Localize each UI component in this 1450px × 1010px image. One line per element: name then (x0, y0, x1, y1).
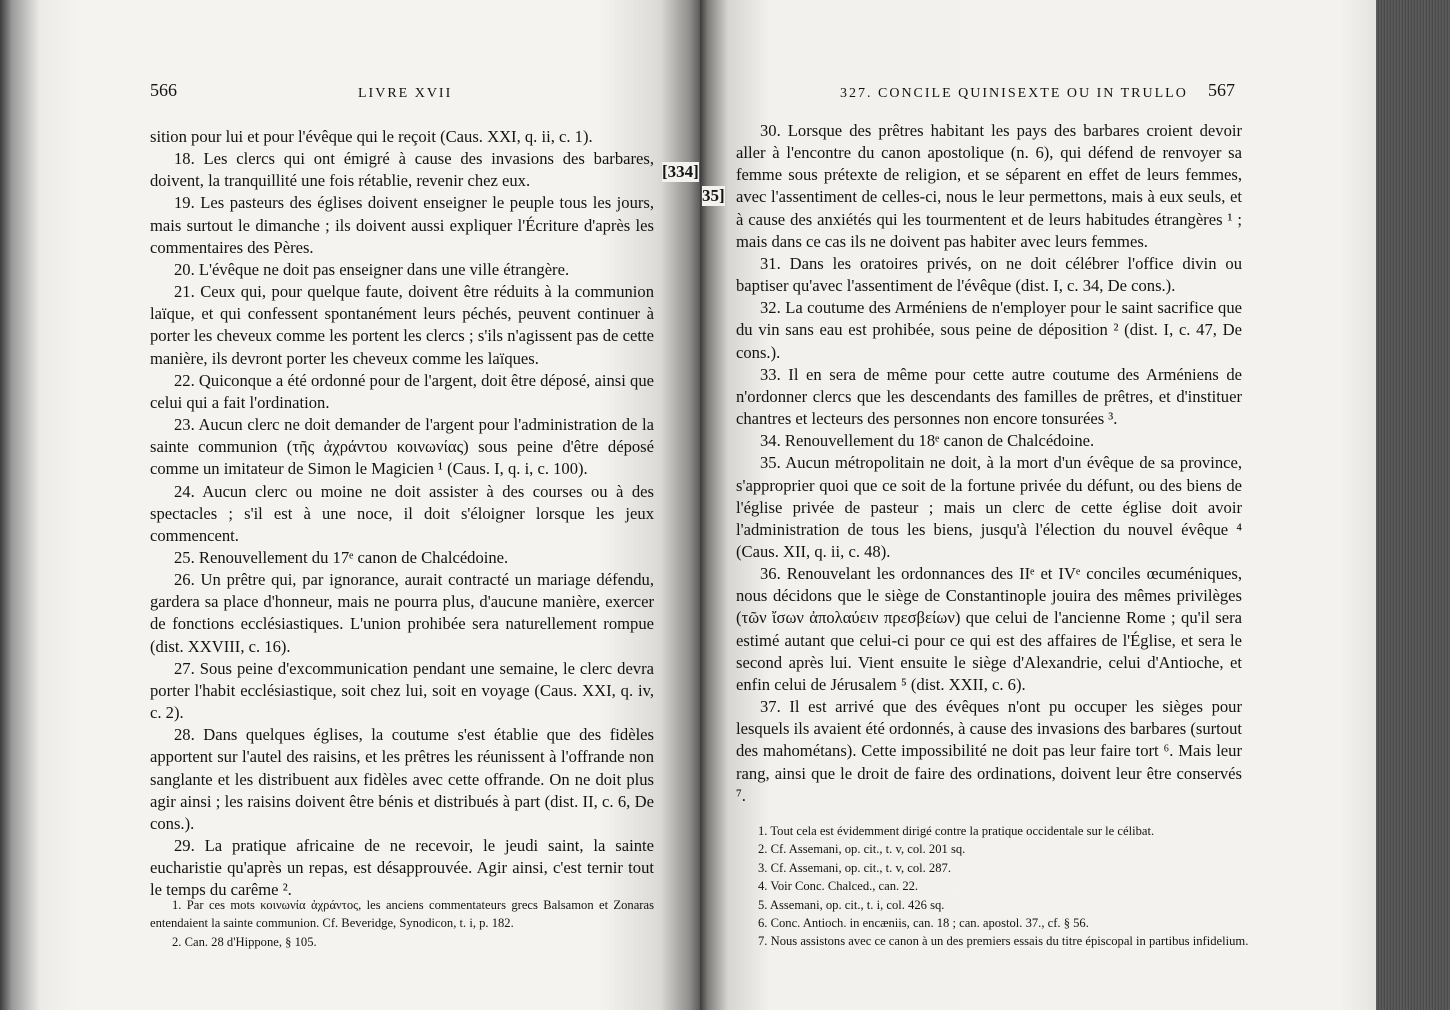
paragraph: 28. Dans quelques églises, la coutume s'est établie que des fidèles apportent sur l'autel des raisins, et les prêtres les réunissent à l'offrande non sanglante et les distribuent aux fidèles avec cette offrande. On ne doit plus agir ainsi ; les raisins doivent être bénis et distribués à part (dist. II, c. 6, De cons.). (150, 725, 654, 833)
paragraph: 22. Quiconque a été ordonné pour de l'argent, doit être déposé, ainsi que celui qui a fait l'ordination. (150, 370, 654, 412)
footnote: 6. Conc. Antioch. in encæniis, can. 18 ; can. apostol. 37., cf. § 56. (758, 916, 1089, 931)
paragraph: 18. Les clercs qui ont émigré à cause des invasions des barbares, doivent, la tranquillité une fois rétablie, revenir chez eux. (150, 149, 654, 191)
paragraph: 32. La coutume des Arméniens de n'employer pour le saint sacrifice que du vin sans eau est prohibée, sous peine de déposition ² (dist. I, c. 47, De cons.). (736, 298, 1242, 362)
margin-reference: 35] (702, 186, 725, 205)
paragraph: 35. Aucun métropolitain ne doit, à la mort d'un évêque de sa province, s'approprier quoi que ce soit de la fortune privée du défunt, ou des biens de l'église privée de pasteur ; mais un clerc de cette église doit avoir l'administration de tous les biens, jusqu'à l'élection du nouvel évêque ⁴ (Caus. XII, q. ii, c. 48). (736, 453, 1242, 561)
main-text (150, 126, 654, 901)
footnotes (150, 896, 654, 951)
left-page (0, 0, 700, 1010)
paragraph: 27. Sous peine d'excommunication pendant une semaine, le clerc devra porter l'habit ecclésiastique, soit chez lui, soit en voyage (Caus. XXI, q. iv, c. 2). (150, 658, 654, 723)
paragraph: 29. La pratique africaine de ne recevoir, le jeudi saint, la sainte eucharistie qu'après un repas, est désapprouvée. Agir ainsi, c'est ternir tout le temps du carême ². (150, 836, 654, 900)
paragraph: 26. Un prêtre qui, par ignorance, aurait contracté un mariage défendu, gardera sa place d'honneur, mais ne pourra plus, d'aucune manière, exercer de fonctions ecclésiastiques. L'union prohibée sera naturellement rompue (dist. XXVIII, c. 16). (150, 570, 654, 656)
paragraph: 19. Les pasteurs des églises doivent enseigner le peuple tous les jours, mais surtout le dimanche ; ils doivent aussi expliquer l'Écriture d'après les commentaires des Pères. (150, 193, 654, 257)
paragraph: 21. Ceux qui, pour quelque faute, doivent être réduits à la communion laïque, et qui confessent spontanément leurs péchés, peuvent continuer à porter les cheveux comme les portent les clercs ; s'ils n'agissent pas de cette manière, ils devront porter les cheveux comme les laïques. (150, 282, 654, 368)
right-page (700, 0, 1376, 1010)
paragraph: 30. Lorsque des prêtres habitant les pays des barbares croient devoir aller à l'encontre du canon apostolique (n. 6), qui défend de renvoyer sa femme sous prétexte de religion, et se séparent en effet de leurs femmes, avec l'assentiment de celles-ci, nous le leur permettons, mais à eux seuls, et à cause des anxiétés qui les tourmentent et de leurs habitudes étrangères ¹ ; mais dans ce cas ils ne doivent pas habiter avec leurs femmes. (736, 121, 1242, 251)
paragraph: 24. Aucun clerc ou moine ne doit assister à des courses ou à des spectacles ; s'il est à une noce, il doit s'éloigner lorsque les jeux commencent. (150, 481, 654, 545)
paragraph: 25. Renouvellement du 17ᵉ canon de Chalcédoine. (174, 547, 509, 567)
footnote: 7. Nous assistons avec ce canon à un des premiers essais du titre épiscopal in partibus infidelium. (758, 934, 1249, 949)
paragraph: sition pour lui et pour l'évêque qui le reçoit (Caus. XXI, q. ii, c. 1). (150, 127, 593, 146)
footnotes (736, 822, 1256, 951)
footnote: 5. Assemani, op. cit., t. i, col. 426 sq. (758, 897, 945, 912)
paragraph: 31. Dans les oratoires privés, on ne doit célébrer l'office divin ou baptiser qu'avec l'assentiment de l'évêque (dist. I, c. 34, De cons.). (736, 253, 1242, 296)
paragraph: 36. Renouvelant les ordonnances des IIᵉ et IVᵉ conciles œcuméniques, nous décidons que le siège de Constantinople jouira des mêmes privilèges (τῶν ἴσων ἀπολαύειν πρεσβείων) que celui de l'ancienne Rome ; qu'il sera estimé autant que celui-ci pour ce qui est des affaires de l'Église, et sera le second après lui. Vient ensuite le siège d'Alexandrie, celui d'Antioche, et enfin celui de Jérusalem ⁵ (dist. XXII, c. 6). (736, 564, 1242, 694)
paragraph: 20. L'évêque ne doit pas enseigner dans une ville étrangère. (174, 259, 570, 279)
running-head: 327. CONCILE QUINISEXTE OU IN TRULLO (840, 86, 1188, 101)
margin-reference: [334] (662, 162, 699, 181)
footnote: 2. Can. 28 d'Hippone, § 105. (172, 934, 317, 949)
paragraph: 33. Il en sera de même pour cette autre coutume des Arméniens de n'ordonner clercs que les descendants des familles de prêtres, et d'instituer chantres et lecteurs des personnes non encore tonsurées ³. (736, 364, 1242, 429)
page-number: 567 (1208, 80, 1235, 100)
page-number: 566 (150, 80, 177, 100)
footnote: 1. Par ces mots κοινωνία ἀχράντος, les anciens commentateurs grecs Balsamon et Zonaras entendaient la sainte communion. Cf. Beveridge, Synodicon, t. i, p. 182. (150, 898, 654, 931)
running-head: LIVRE XVII (358, 86, 453, 101)
footnote: 2. Cf. Assemani, op. cit., t. v, col. 201 sq. (758, 842, 966, 857)
paragraph: 37. Il est arrivé que des évêques n'ont pu occuper les sièges pour lesquels ils avaient été ordonnés, à cause des invasions des barbares (surtout des mahométans). Cette impossibilité ne doit pas leur faire tort ⁶. Mais leur rang, ainsi que le droit de faire des ordinations, doivent leur être conservés ⁷. (736, 697, 1242, 805)
page-edges (1376, 0, 1450, 1010)
footnote: 4. Voir Conc. Chalced., can. 22. (758, 879, 919, 894)
main-text (736, 120, 1242, 807)
footnote: 3. Cf. Assemani, op. cit., t. v, col. 287. (758, 860, 951, 875)
footnote: 1. Tout cela est évidemment dirigé contre la pratique occidentale sur le célibat. (758, 824, 1155, 838)
paragraph: 23. Aucun clerc ne doit demander de l'argent pour l'administration de la sainte communion (τῆς ἀχράντου κοινωνίας) sous peine d'être déposé comme un imitateur de Simon le Magicien ¹ (Caus. I, q. i, c. 100). (150, 415, 654, 479)
paragraph: 34. Renouvellement du 18ᵉ canon de Chalcédoine. (760, 431, 1095, 451)
